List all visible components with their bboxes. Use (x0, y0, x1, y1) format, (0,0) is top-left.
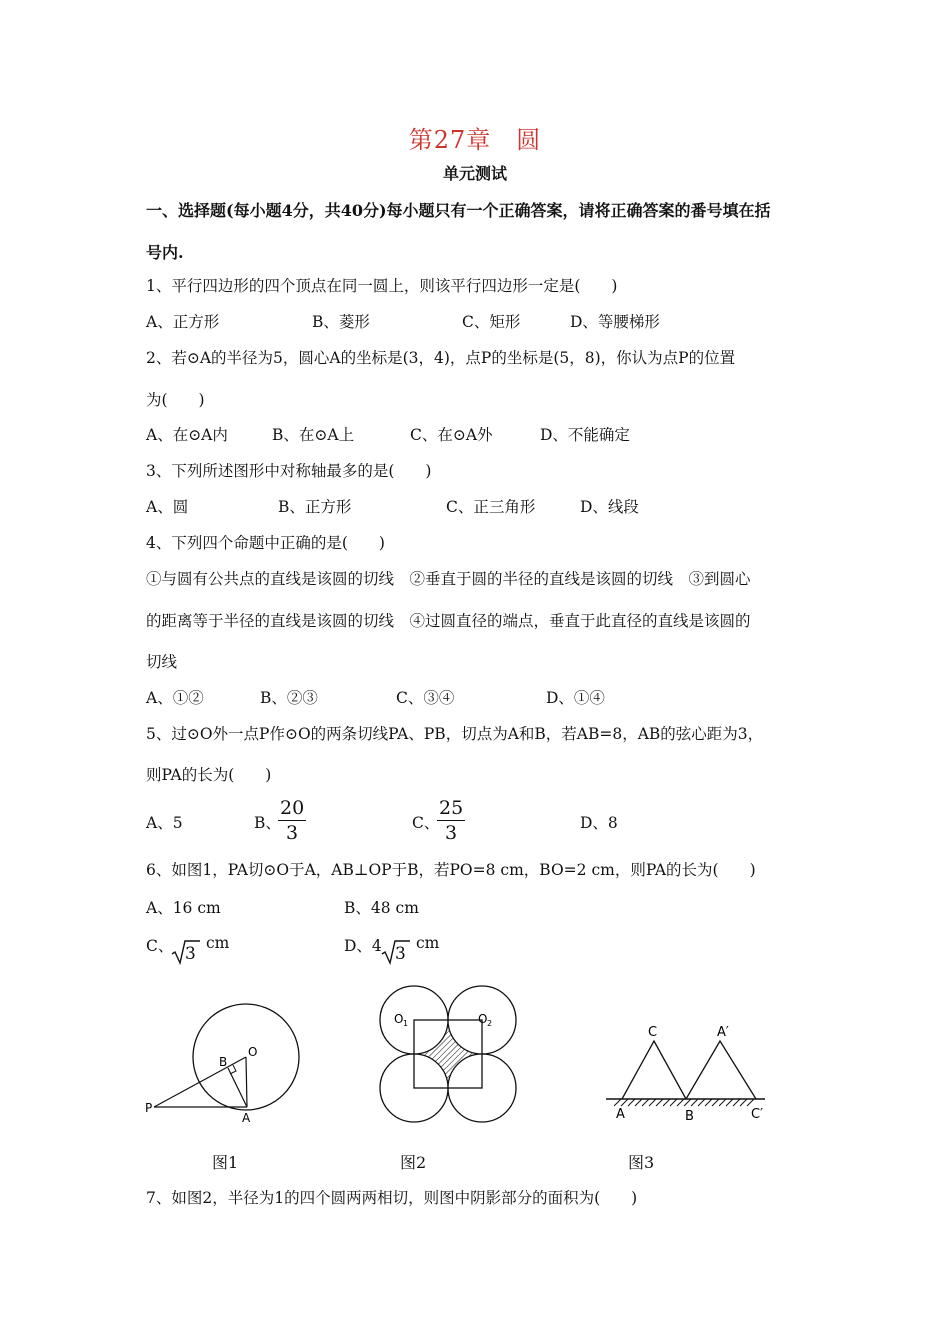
q2-stem-line2: 为( ) (146, 391, 205, 409)
figure-2-caption: 图2 (400, 1153, 427, 1172)
q6-option-d-radicand: 3 (395, 944, 406, 964)
q5-stem-line2: 则PA的长为( ) (146, 766, 272, 784)
q5-stem-line1: 5、过⊙O外一点P作⊙O的两条切线PA、PB，切点为A和B，若AB=8，AB的弦心距为3， (146, 725, 764, 743)
q6-option-a: A、16 cm (146, 899, 221, 917)
q4-stem: 4、下列四个命题中正确的是( ) (146, 534, 385, 552)
q4-option-b: B、②③ (260, 689, 318, 707)
fig3-label-b: B (685, 1109, 694, 1124)
q5-option-b-fraction (278, 796, 306, 845)
fig1-label-o: O (248, 1045, 258, 1059)
q4-body-line3: 切线 (146, 653, 178, 671)
figure-2 (370, 985, 510, 1130)
q4-option-c: C、③④ (396, 689, 455, 707)
q5-option-c-numerator: 25 (439, 797, 464, 819)
q6-stem: 6、如图1，PA切⊙O于A，AB⊥OP于B，若PO=8 cm，BO=2 cm，则PA的长为( ) (146, 861, 756, 879)
q5-option-a: A、5 (146, 814, 183, 832)
fig3-label-a: A (616, 1107, 625, 1122)
fig3-label-c-prime: C′ (751, 1107, 764, 1122)
q3-option-d: D、线段 (580, 498, 639, 516)
q5-option-b-denominator: 3 (286, 822, 299, 844)
q2-option-d: D、不能确定 (540, 426, 630, 444)
figure-1 (140, 1000, 310, 1130)
fig2-label-o2-sub: 2 (487, 1019, 493, 1028)
fig1-label-p: P (145, 1101, 153, 1115)
q4-option-d: D、①④ (546, 689, 605, 707)
q2-stem-line1: 2、若⊙A的半径为5，圆心A的坐标是(3，4)，点P的坐标是(5，8)，你认为点P的位置 (146, 349, 736, 367)
fig2-label-o1: O (394, 1012, 404, 1026)
q4-option-a: A、①② (146, 689, 204, 707)
fig1-label-b: B (219, 1055, 228, 1069)
q1-option-d: D、等腰梯形 (570, 313, 660, 331)
q1-option-b: B、菱形 (312, 313, 370, 331)
q3-option-c: C、正三角形 (446, 498, 536, 516)
fig3-label-a-prime: A′ (717, 1025, 729, 1040)
page-subtitle: 单元测试 (442, 164, 507, 183)
q5-option-c-prefix: C、 (412, 814, 440, 832)
q1-option-a: A、正方形 (146, 313, 220, 331)
figure-3-caption: 图3 (628, 1153, 655, 1172)
q3-option-b: B、正方形 (278, 498, 352, 516)
q6-option-d-prefix: D、4 (344, 937, 382, 955)
section-heading-line1: 一、选择题(每小题4分，共40分)每小题只有一个正确答案，请将正确答案的番号填在括 (146, 201, 771, 220)
q4-body-line2: 的距离等于半径的直线是该圆的切线 ④过圆直径的端点，垂直于此直径的直线是该圆的 (146, 612, 751, 630)
q6-option-b: B、48 cm (344, 899, 419, 917)
q5-option-b-prefix: B、 (254, 814, 281, 832)
q2-option-b: B、在⊙A上 (272, 426, 355, 444)
q6-option-c-radicand: 3 (185, 944, 196, 964)
q2-option-c: C、在⊙A外 (410, 426, 493, 444)
fig2-label-o2: O (478, 1012, 488, 1026)
q1-stem: 1、平行四边形的四个顶点在同一圆上，则该平行四边形一定是( ) (146, 277, 618, 295)
q4-body-line1: ①与圆有公共点的直线是该圆的切线 ②垂直于圆的半径的直线是该圆的切线 ③到圆心 (146, 570, 751, 588)
q5-option-c-fraction (437, 796, 465, 845)
q1-option-c: C、矩形 (462, 313, 521, 331)
q6-option-c-unit: cm (206, 934, 230, 952)
q7-stem: 7、如图2，半径为1的四个圆两两相切，则图中阴影部分的面积为( ) (146, 1189, 638, 1207)
q5-option-c-denominator: 3 (445, 822, 458, 844)
q5-option-d: D、8 (580, 814, 618, 832)
q3-stem: 3、下列所述图形中对称轴最多的是( ) (146, 462, 432, 480)
q6-option-d-unit: cm (416, 934, 440, 952)
section-heading-line2: 号内. (146, 243, 184, 262)
q3-option-a: A、圆 (146, 498, 189, 516)
fig3-label-c: C (648, 1025, 658, 1040)
fig1-label-a: A (242, 1111, 251, 1125)
q5-option-b-numerator: 20 (280, 797, 305, 819)
figure-3 (600, 1020, 780, 1130)
fig2-label-o1-sub: 1 (403, 1019, 409, 1028)
figure-1-caption: 图1 (212, 1153, 239, 1172)
q6-option-c-prefix: C、 (146, 937, 174, 955)
page-title: 第27章 圆 (408, 126, 542, 154)
q2-option-a: A、在⊙A内 (146, 426, 228, 444)
